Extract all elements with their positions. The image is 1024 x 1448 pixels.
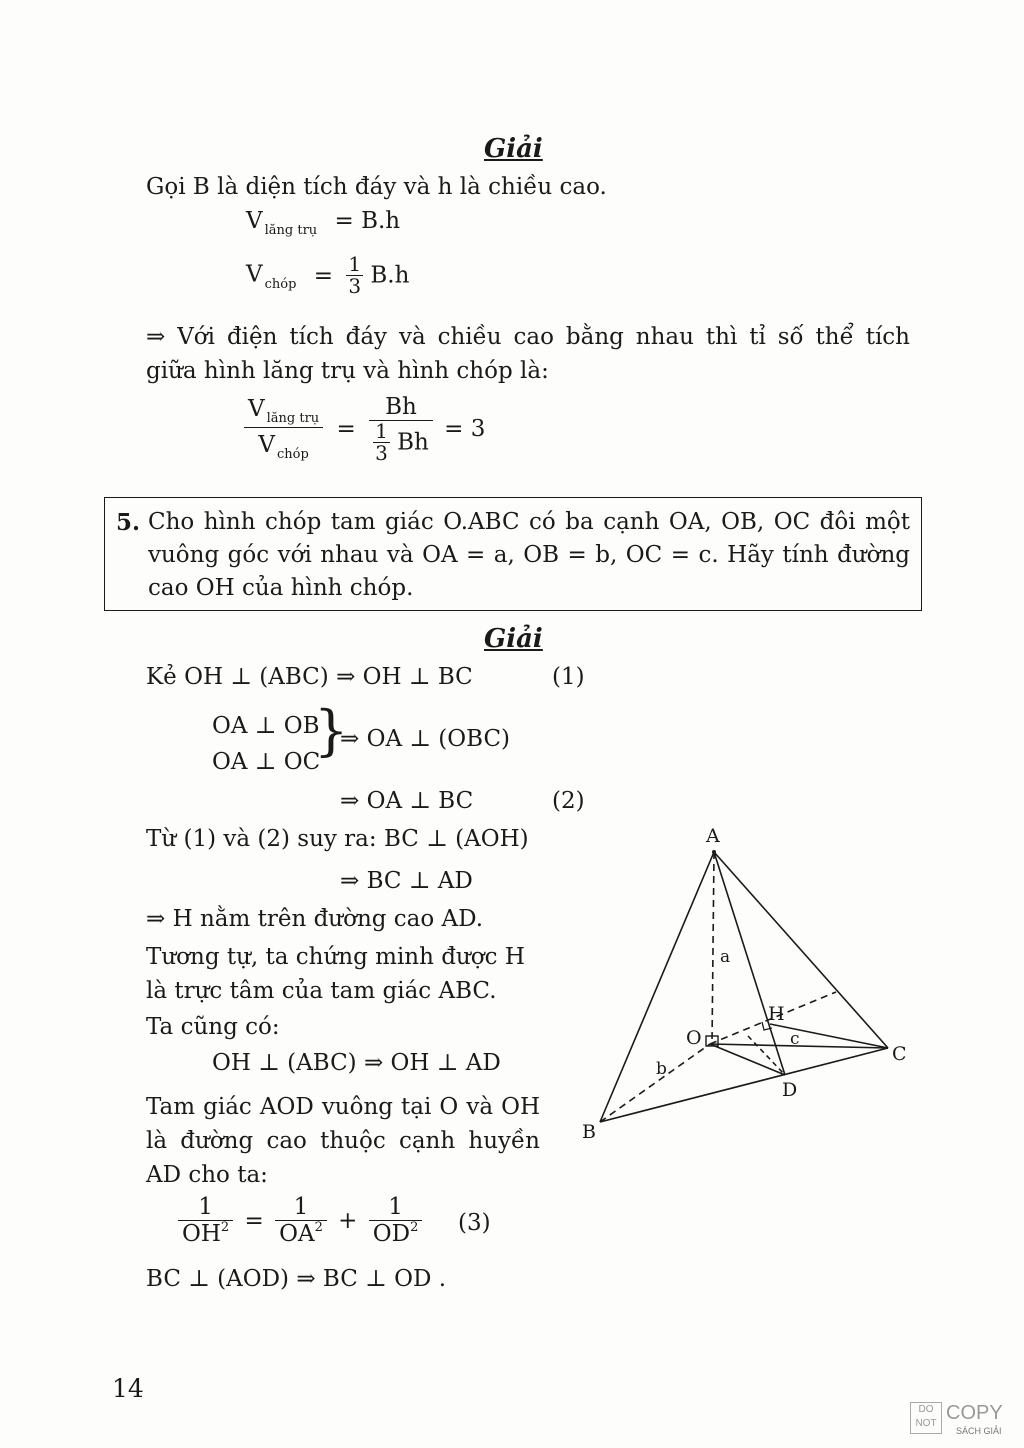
step-2: ⇒ OA ⊥ BC [340,788,474,814]
step-4: ⇒ BC ⊥ AD [340,868,473,894]
do-not-copy-watermark: DO NOT COPY SÁCH GIẢI [910,1402,1010,1442]
step-1: Kẻ OH ⊥ (ABC) ⇒ OH ⊥ BC [146,664,473,690]
step-12: AD cho ta: [146,1162,268,1188]
intro-text: Gọi B là diện tích đáy và h là chiều cao. [146,174,607,200]
conclusion-line-1: ⇒ Với điện tích đáy và chiều cao bằng nhau thì tỉ số thể tích [146,324,910,350]
label-a: A [706,825,720,847]
step-5: ⇒ H nằm trên đường cao AD. [146,906,484,932]
label-d: D [782,1079,798,1101]
tag-1: (1) [552,664,585,690]
edge-bc [600,1048,888,1122]
label-edge-a: a [720,947,731,967]
problem-number: 5. [116,509,141,536]
page-number: 14 [112,1374,144,1403]
step-3: Từ (1) và (2) suy ra: BC ⊥ (AOH) [146,826,529,852]
system-result: ⇒ OA ⊥ (OBC) [340,726,511,752]
step-9: OH ⊥ (ABC) ⇒ OH ⊥ AD [212,1050,501,1076]
perpendicular-system: OA ⊥ OB OA ⊥ OC [212,713,321,775]
edge-oa [712,852,714,1044]
step-11: là đường cao thuộc cạnh huyền [146,1128,540,1154]
tag-2: (2) [552,788,585,814]
conclusion-line-2: giữa hình lăng trụ và hình chóp là: [146,358,549,384]
problem-line-1: Cho hình chóp tam giác O.ABC có ba cạnh OA, OB, OC đôi một [148,509,910,535]
step-13: BC ⊥ (AOD) ⇒ BC ⊥ OD . [146,1266,447,1292]
label-edge-b: b [656,1059,667,1079]
label-b: B [582,1121,596,1143]
solution-heading-2: Giải [484,624,543,654]
label-edge-c: c [790,1029,800,1049]
step-7: là trực tâm của tam giác ABC. [146,978,497,1004]
pyramid-volume-formula: V $_{chóp}$ = $\frac{1}{3}$ B.h [246,252,410,298]
pyramid-figure [560,810,940,1150]
edge-ab [600,852,714,1122]
volume-ratio-formula: $\frac{V _{lăng trụ}}{V _{chóp}}$ = Bh $\frac{1}{3}$ Bh = 3 [244,394,485,464]
edge-ac [714,852,888,1048]
step-10: Tam giác AOD vuông tại O và OH [146,1094,540,1120]
step-6: Tương tự, ta chứng minh được H [146,944,525,970]
solution-heading-1: Giải [484,134,543,164]
problem-line-3: cao OH của hình chóp. [148,575,414,601]
prism-volume-formula: V $_{lăng trụ}$ = B.h [246,208,401,238]
step-8: Ta cũng có: [146,1014,280,1040]
tag-3: (3) [458,1210,491,1236]
brace-symbol: } [314,699,349,762]
edge-od [710,1044,785,1075]
label-c: C [892,1043,907,1065]
height-formula: $\frac{1}{OH^2}$ = $\frac{1}{OA^2}$ + $\frac{1}{OD^2}$ [178,1194,422,1248]
label-o: O [686,1027,702,1049]
problem-line-2: vuông góc với nhau và OA = a, OB = b, OC = c. Hãy tính đường [148,542,910,568]
label-h: H [768,1003,785,1025]
